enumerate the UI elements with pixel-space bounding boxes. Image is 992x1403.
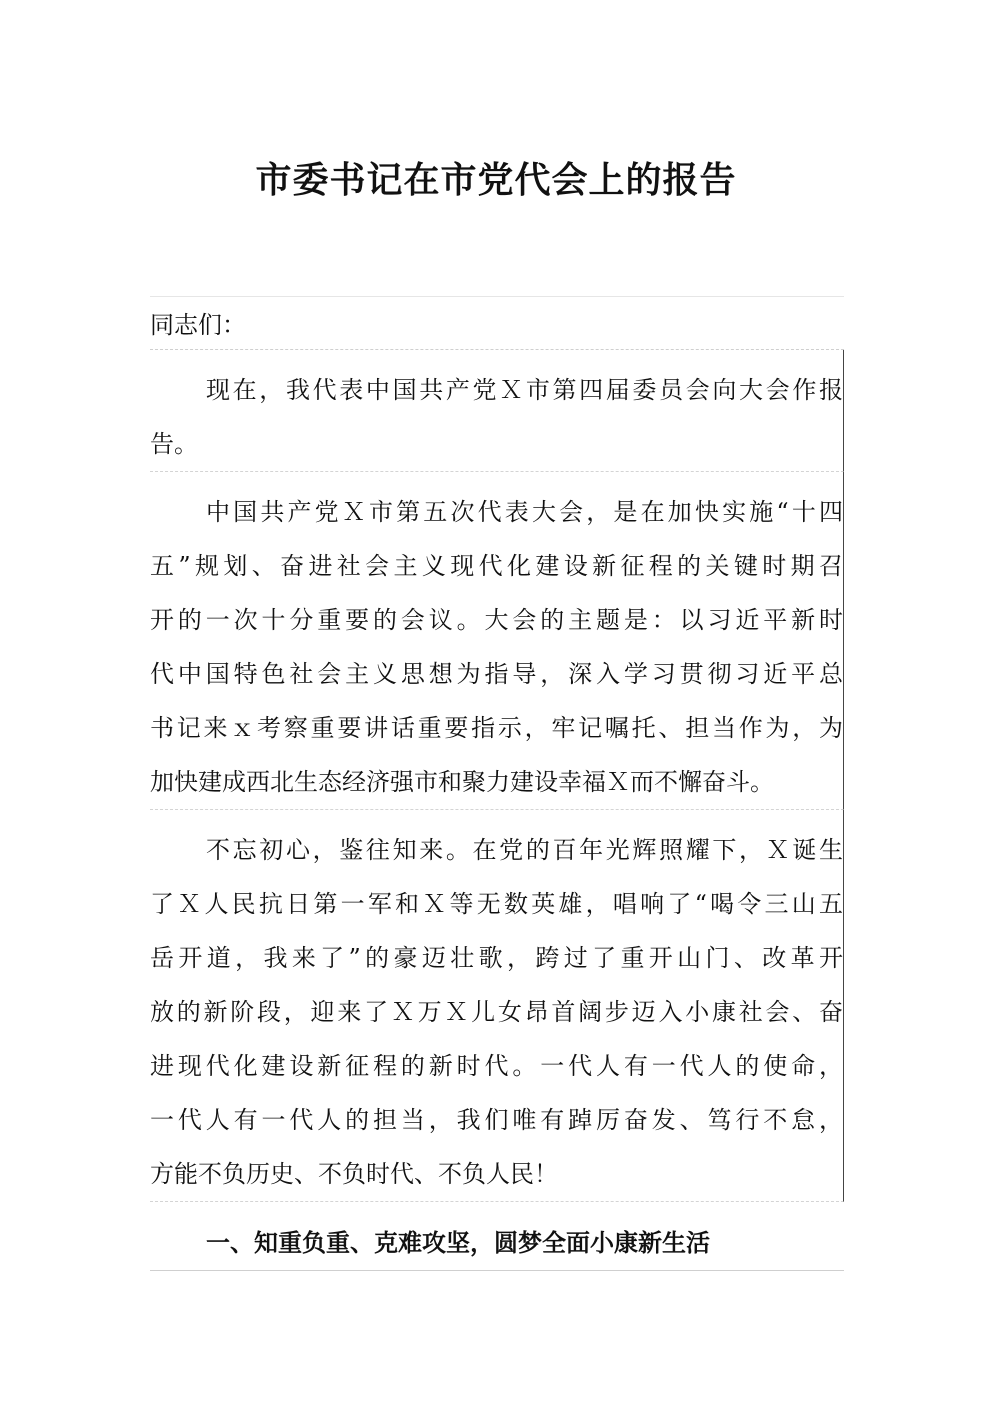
paragraph-line: 五”规划、奋进社会主义现代化建设新征程的关键时期召 xyxy=(150,552,843,580)
paragraph-line: 加快建成西北生态经济强市和聚力建设幸福Ｘ而不懈奋斗。 xyxy=(150,768,774,796)
paragraph-line: 书记来ｘ考察重要讲话重要指示，牢记嘱托、担当作为，为 xyxy=(150,714,843,742)
paragraph-line: 一代人有一代人的担当，我们唯有踔厉奋发、笃行不怠， xyxy=(150,1106,843,1134)
document-body xyxy=(150,296,844,1271)
document-title: 市委书记在市党代会上的报告 xyxy=(255,159,737,201)
paragraph-1 xyxy=(150,350,844,472)
paragraph-line: 放的新阶段，迎来了Ｘ万Ｘ儿女昂首阔步迈入小康社会、奋 xyxy=(150,998,843,1026)
paragraph-2 xyxy=(150,472,844,810)
paragraph-3 xyxy=(150,810,844,1202)
paragraph-line: 告。 xyxy=(150,430,198,458)
paragraph-line: 代中国特色社会主义思想为指导，深入学习贯彻习近平总 xyxy=(150,660,843,688)
paragraph-line: 现在，我代表中国共产党Ｘ市第四届委员会向大会作报 xyxy=(206,376,843,404)
paragraph-line: 方能不负历史、不负时代、不负人民！ xyxy=(150,1160,558,1188)
paragraph-line: 进现代化建设新征程的新时代。一代人有一代人的使命， xyxy=(150,1052,843,1080)
paragraph-line: 中国共产党Ｘ市第五次代表大会，是在加快实施“十四 xyxy=(206,498,843,526)
paragraph-line: 了Ｘ人民抗日第一军和Ｘ等无数英雄，唱响了“喝令三山五 xyxy=(150,890,843,918)
paragraph-line: 开的一次十分重要的会议。大会的主题是：以习近平新时 xyxy=(150,606,843,634)
paragraph-line: 不忘初心，鉴往知来。在党的百年光辉照耀下，Ｘ诞生 xyxy=(206,836,843,864)
salutation: 同志们： xyxy=(150,296,844,350)
paragraph-line: 岳开道，我来了”的豪迈壮歌，跨过了重开山门、改革开 xyxy=(150,944,843,972)
section-heading: 一、知重负重、克难攻坚，圆梦全面小康新生活 xyxy=(150,1202,844,1271)
